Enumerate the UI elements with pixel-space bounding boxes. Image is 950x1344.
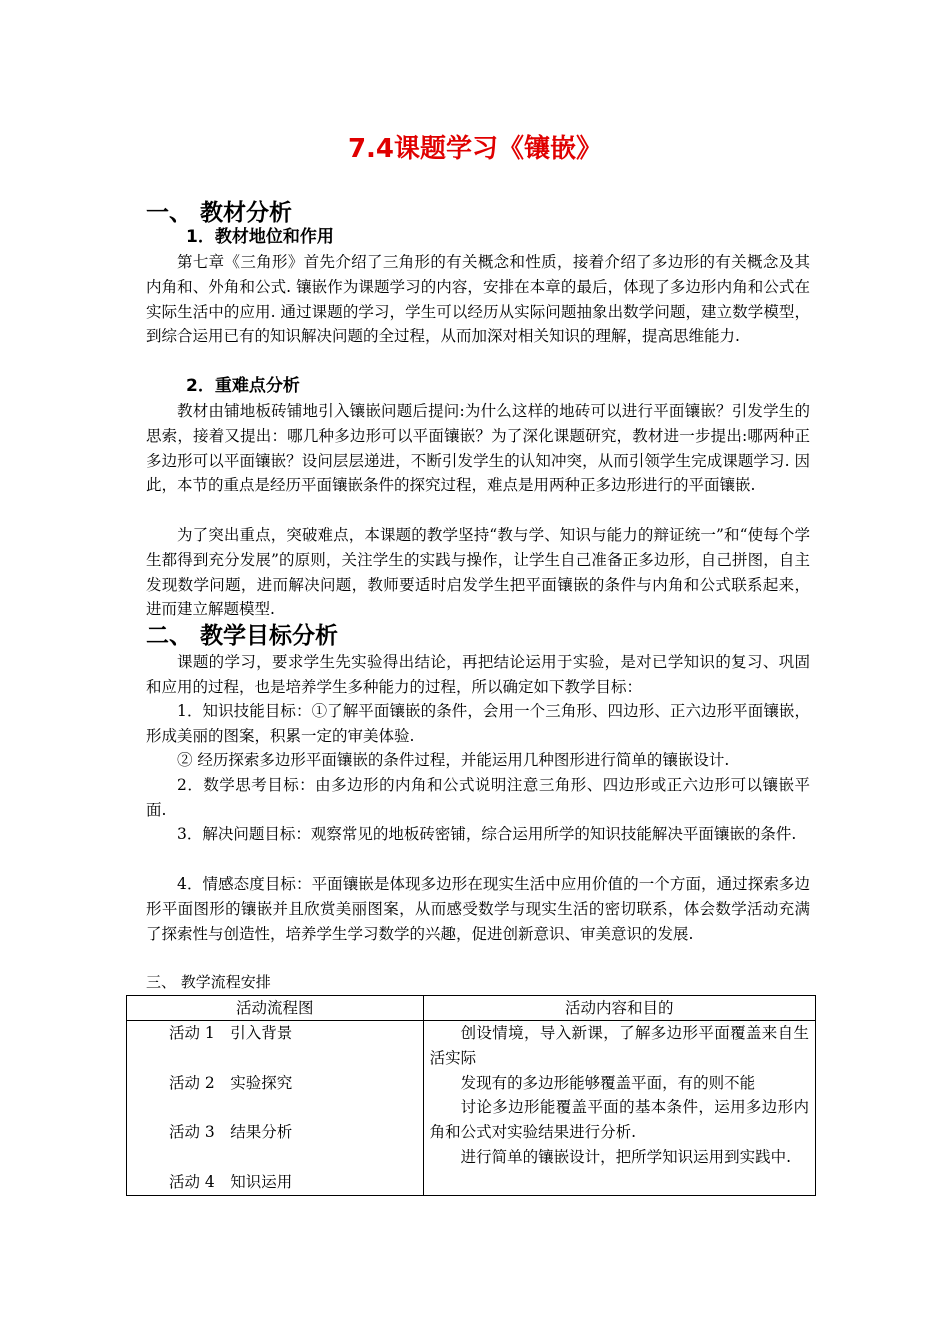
content-2: 发现有的多边形能够覆盖平面，有的则不能 [460,1073,756,1092]
goal-math-thinking: 2．数学思考目标：由多边形的内角和公式说明注意三角形、四边形或正六边形可以镶嵌平面. [146,776,810,819]
activity-contents [423,1021,815,1196]
section1-sub2-text2: 为了突出重点，突破难点，本课题的教学坚持“教与学、知识与能力的辩证统一”和“使每个学生都得到充分发展”的原则，关注学生的实践与操作，让学生自己准备正多边形，自己拼图，自主发现数学问题，进而解决问题，教师要适时启发学生把平面镶嵌的条件与内角和公式联系起来，进而建立解题模型. [146,526,810,619]
section1-sub1-text: 第七章《三角形》首先介绍了三角形的有关概念和性质，接着介绍了多边形的有关概念及其内角和、外角和公式. 镶嵌作为课题学习的内容，安排在本章的最后，体现了多边形内角和公式在实际生活中的应用. 通过课题的学习，学生可以经历从实际问题抽象出数学问题，建立数学模型，到综合运用已有的知识解决问题的全过程，从而加深对相关知识的理解，提高思维能力. [146,253,810,346]
document-title: 7.4课题学习《镶嵌》 [347,134,603,164]
section1-sub2-heading: 2．重难点分析 [186,376,300,396]
table-header-row [127,996,816,1021]
goal-emotion-attitude: 4．情感态度目标：平面镶嵌是体现多边形在现实生活中应用价值的一个方面，通过探索多边形平面图形的镶嵌并且欣赏美丽图案，从而感受数学与现实生活的密切联系，体会数学活动充满了探索性与创造性，培养学生学习数学的兴趣，促进创新意识、审美意识的发展. [146,875,810,943]
content-3: 讨论多边形能覆盖平面的基本条件，运用多边形内角和公式对实验结果进行分析. [429,1098,809,1142]
section1-sub2-text1: 教材由铺地板砖铺地引入镶嵌问题后提问:为什么这样的地砖可以进行平面镶嵌？引发学生的思索，接着又提出：哪几种多边形可以平面镶嵌？为了深化课题研究，教材进一步提出:哪两种正多边形可以平面镶嵌？设问层层递进，不断引发学生的认知冲突，从而引领学生完成课题学习. 因此，本节的重点是经历平面镶嵌条件的探究过程，难点是用两种正多边形进行的平面镶嵌. [146,402,810,495]
section2-intro: 课题的学习，要求学生先实验得出结论，再把结论运用于实验，是对已学知识的复习、巩固和应用的过程，也是培养学生多种能力的过程，所以确定如下教学目标： [146,653,810,696]
activity-list [127,1021,424,1196]
content-4: 进行简单的镶嵌设计，把所学知识运用到实践中. [460,1147,792,1166]
content-1: 创设情境，导入新课，了解多边形平面覆盖来自生活实际 [429,1024,809,1067]
activity-1: 活动 1 引入背景 [169,1024,293,1042]
teaching-flow-table [126,995,816,1196]
spacer [127,1095,423,1120]
goal-knowledge-skill-2: ② 经历探索多边形平面镶嵌的条件过程，并能运用几种图形进行简单的镶嵌设计. [177,751,730,769]
spacer [127,1145,423,1170]
activity-2: 活动 2 实验探究 [169,1073,293,1092]
table-body-row [127,1021,816,1196]
section3-heading: 三、 教学流程安排 [146,973,271,991]
table-header-flow: 活动流程图 [127,996,424,1021]
table-header-content: 活动内容和目的 [423,996,815,1021]
section1-heading: 一、 教材分析 [146,200,293,226]
section2-heading: 二、 教学目标分析 [146,623,339,649]
spacer [127,1046,423,1071]
goal-problem-solving: 3．解决问题目标：观察常见的地板砖密铺，综合运用所学的知识技能解决平面镶嵌的条件. [177,825,797,843]
activity-3: 活动 3 结果分析 [169,1123,293,1142]
goal-knowledge-skill: 1．知识技能目标：①了解平面镶嵌的条件，会用一个三角形、四边形、正六边形平面镶嵌，形成美丽的图案，积累一定的审美体验. [146,702,810,745]
section1-sub1-heading: 1．教材地位和作用 [186,227,334,247]
activity-4: 活动 4 知识运用 [169,1172,293,1191]
